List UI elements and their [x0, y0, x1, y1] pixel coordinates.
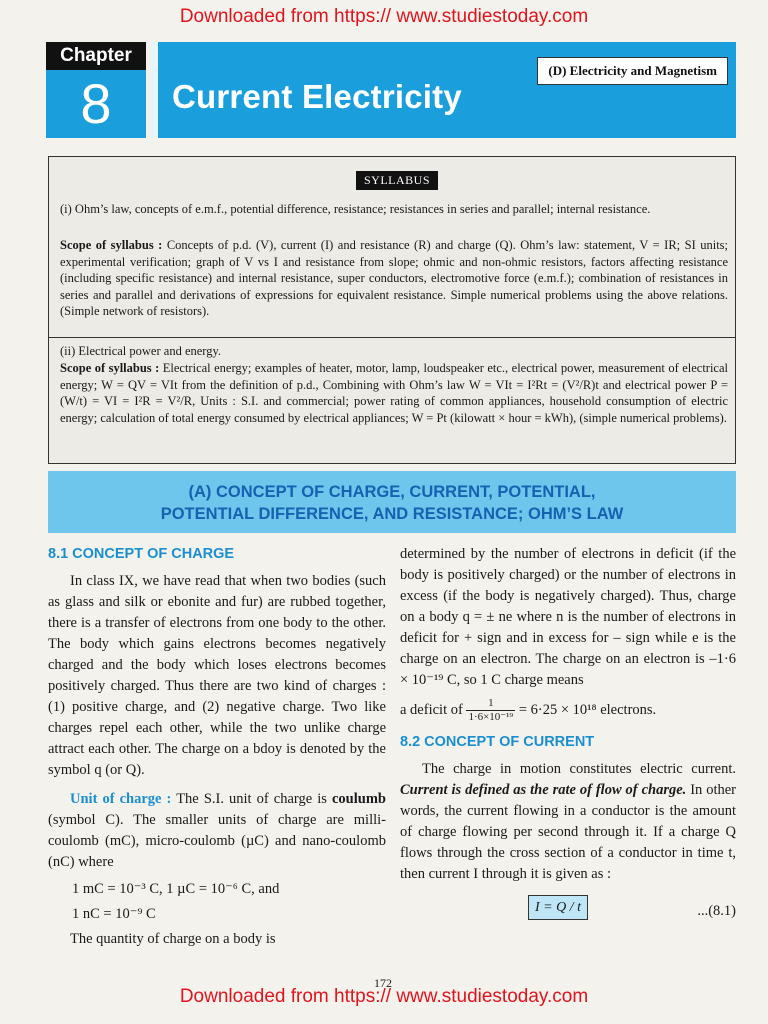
section-banner [48, 471, 736, 533]
unit-of-charge-label: Unit of charge : [70, 791, 172, 807]
heading-8-2: 8.2 CONCEPT OF CURRENT [400, 734, 595, 750]
title-band [150, 42, 736, 138]
right-column [400, 544, 736, 931]
syllabus-divider [49, 337, 735, 338]
paragraph-charge-intro: In class IX, we have read that when two bodies (such as glass and silk or ebonite and fur) are rubbed together, there is a transfer of electrons from one body to the other. The body which gains electrons becomes negatively charged and the body which loses electrons becomes positively charged. Thus there are two kind of charges : (1) positive charge, and (2) negative charge. Two like charges repel each other, while the two unlike charge attract each other. The charge on a bdoy is denoted by the symbol q (or Q). [48, 573, 386, 778]
scope1-label: Scope of syllabus : [60, 238, 163, 252]
formula-row [400, 891, 736, 931]
syllabus-scope1 [60, 237, 728, 320]
chapter-title: Current Electricity [172, 78, 462, 115]
fraction: $\frac{1}{\text{1·6×10⁻¹⁹}}$ [468, 697, 514, 723]
scope2-text: Electrical energy; examples of heater, motor, lamp, loudspeaker etc., electrical power, measurement of electrical energy; W = QV = VIt from the definition of p.d., Combining with Ohm’s law W = VIt = I²Rt = (V²/R)t and electrical power P = (W/t) = VI = I²R = V²/R, Units : S.I. and commercial; power rating of common appliances, household consumption of electric energy; calculation of total energy consumed by electrical appliances; W = Pt (kilowatt × hour = kWh), (simple numerical problems). [60, 361, 728, 425]
syllabus-part2: (ii) Electrical power and energy. [60, 344, 222, 358]
syllabus-box [48, 156, 736, 464]
scope1-text: Concepts of p.d. (V), current (I) and resistance (R) and charge (Q). Ohm’s law: statement, V = IR; SI units; experimental verification; graph of V vs I and resistance from slope; ohmic and non-ohmic resistors, factors affecting resistance (including specific resistance) and internal resistance, super conductors, electromotive force (e.m.f.); combination of resistances in series and parallel and derivations of expressions for equivalent resistance. Simple numerical problems using the above relations. (Simple network of resistors). [60, 238, 728, 318]
paragraph-current: The charge in motion constitutes electric current. Current is defined as the rate of flow of charge. In other words, the current flowing in a conductor is the amount of charge flowing per second through it. If a charge Q flows through the cross section of a conductor in time t, then current I through it is given as : [400, 761, 737, 882]
chapter-number: 8 [46, 70, 146, 138]
paragraph-quantity: The quantity of charge on a body is [70, 931, 276, 947]
banner-line2: POTENTIAL DIFFERENCE, AND RESISTANCE; OHM’S LAW [160, 505, 624, 523]
chapter-box [46, 42, 146, 138]
watermark-bottom: Downloaded from https:// www.studiestoday.com [179, 986, 589, 1007]
scope2-label: Scope of syllabus : [60, 361, 160, 375]
banner-line1: (A) CONCEPT OF CHARGE, CURRENT, POTENTIAL, [188, 483, 596, 501]
formula-current: I = Q / t [528, 895, 588, 920]
paragraph-unit-of-charge: Unit of charge : The S.I. unit of charge is coulumb (symbol C). The smaller units of charge are milli-coulomb (mC), micro-coulomb (µC) and nano-coulomb (nC) where [48, 791, 386, 870]
equation-deficit: a deficit of $\frac{1}{\text{1·6×10⁻¹⁹}}$ = 6·25 × 10¹⁸ electrons. [400, 697, 657, 723]
equation-units-1: 1 mC = 10⁻³ C, 1 µC = 10⁻⁶ C, and [72, 881, 280, 897]
unit-tag: (D) Electricity and Magnetism [537, 57, 728, 85]
watermark-top: Downloaded from https:// www.studiestoday.com [179, 6, 589, 27]
syllabus-heading: SYLLABUS [356, 171, 438, 190]
left-column [48, 544, 386, 950]
page-number: 172 [374, 976, 392, 990]
paragraph-charge-count: determined by the number of electrons in deficit (if the body is positively charged) or the number of electrons in excess (if the body is negatively charged). Thus, charge on a body q = ± ne where n is the number of electrons in deficit for + sign and in excess for – sign while e is the charge on an electron. The charge on an electron is –1·6 × 10⁻¹⁹ C, so 1 C charge means [400, 546, 736, 688]
chapter-label: Chapter [46, 42, 146, 70]
heading-8-1: 8.1 CONCEPT OF CHARGE [48, 546, 235, 562]
equation-units-2: 1 nC = 10⁻⁹ C [72, 906, 156, 922]
title-divider [150, 42, 158, 138]
equation-number: ...(8.1) [697, 903, 736, 919]
syllabus-scope2 [60, 360, 728, 426]
syllabus-part1: (i) Ohm’s law, concepts of e.m.f., potential difference, resistance; resistances in series and parallel; internal resistance. [60, 202, 651, 216]
